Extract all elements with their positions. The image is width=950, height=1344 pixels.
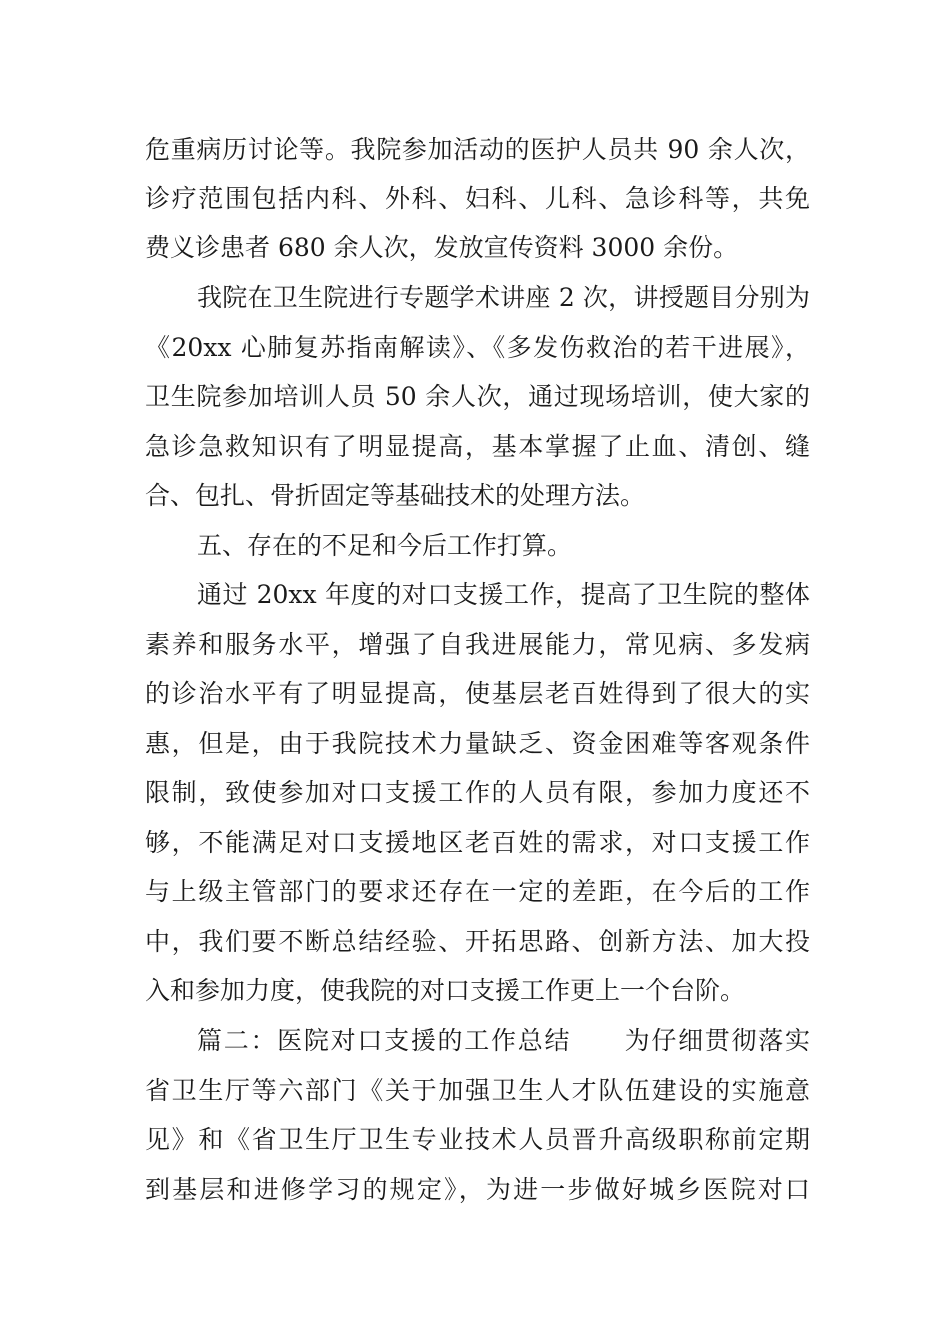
text-line: 《20xx 心肺复苏指南解读》、《多发伤救治的若干进展》， [145, 333, 810, 362]
text-line: 费义诊患者 680 余人次，发放宣传资料 3000 余份。 [145, 233, 739, 262]
text-line: 省卫生厅等六部门《关于加强卫生人才队伍建设的实施意 [145, 1076, 810, 1105]
text-line: 够，不能满足对口支援地区老百姓的需求，对口支援工作 [145, 828, 810, 857]
text-line: 急诊急救知识有了明显提高，基本掌握了止血、清创、缝 [145, 432, 810, 461]
text-line: 合、包扎、骨折固定等基础技术的处理方法。 [145, 481, 646, 510]
text-line: 惠，但是，由于我院技术力量缺乏、资金困难等客观条件 [145, 729, 810, 758]
text-line: 见》和《省卫生厅卫生专业技术人员晋升高级职称前定期 [145, 1125, 810, 1154]
text-line: 篇二：医院对口支援的工作总结 为仔细贯彻落实 [197, 1026, 810, 1055]
text-line: 到基层和进修学习的规定》，为进一步做好城乡医院对口 [145, 1175, 810, 1204]
text-line: 入和参加力度，使我院的对口支援工作更上一个台阶。 [145, 976, 746, 1005]
text-line: 通过 20xx 年度的对口支援工作，提高了卫生院的整体 [197, 580, 810, 609]
text-line: 我院在卫生院进行专题学术讲座 2 次，讲授题目分别为 [197, 283, 810, 312]
text-line: 限制，致使参加对口支援工作的人员有限，参加力度还不 [145, 778, 810, 807]
text-line: 卫生院参加培训人员 50 余人次，通过现场培训，使大家的 [145, 382, 810, 411]
section-heading: 五、存在的不足和今后工作打算。 [197, 531, 573, 560]
text-line: 的诊治水平有了明显提高，使基层老百姓得到了很大的实 [145, 679, 810, 708]
text-line: 诊疗范围包括内科、外科、妇科、儿科、急诊科等，共免 [145, 184, 810, 213]
text-line: 与上级主管部门的要求还存在一定的差距，在今后的工作 [145, 877, 810, 906]
text-line: 素养和服务水平，增强了自我进展能力，常见病、多发病 [145, 630, 810, 659]
text-line: 中，我们要不断总结经验、开拓思路、创新方法、加大投 [145, 927, 810, 956]
text-line: 危重病历讨论等。我院参加活动的医护人员共 90 余人次， [145, 135, 810, 164]
